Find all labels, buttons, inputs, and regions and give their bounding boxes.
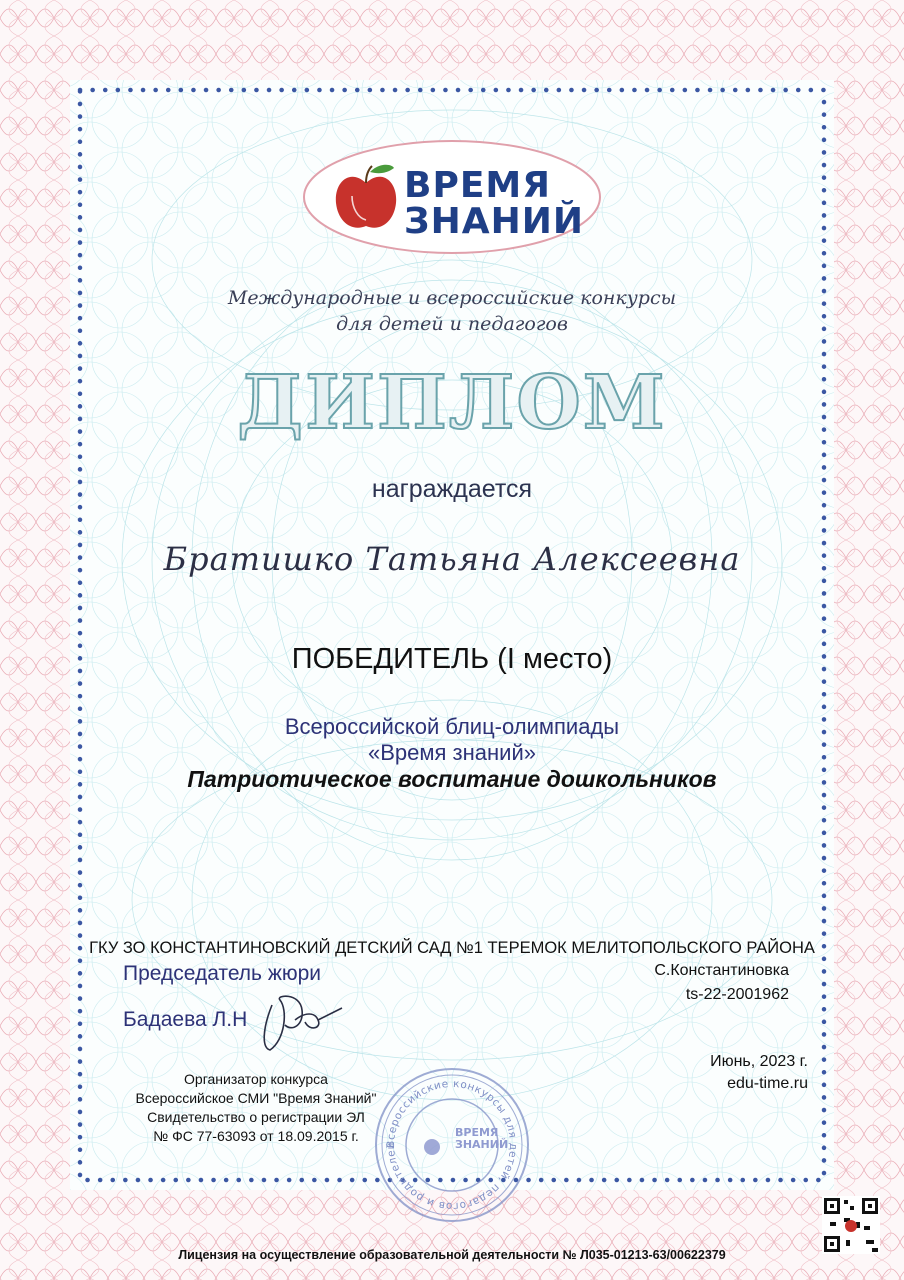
organizer-line-1: Организатор конкурса [184, 1071, 328, 1087]
organizer-line-3: Свидетельство о регистрации ЭЛ [147, 1109, 365, 1125]
license-text: Лицензия на осуществление образовательной деятельности № Л035-01213-63/00622379 [178, 1248, 726, 1262]
subtitle [0, 285, 904, 337]
recipient-name: Братишко Татьяна Алексеевна [163, 540, 741, 578]
organization-name: ГКУ ЗО КОНСТАНТИНОВСКИЙ ДЕТСКИЙ САД №1 ТЕРЕМОК МЕЛИТОПОЛЬСКОГО РАЙОНА [89, 939, 815, 957]
organizer-info [96, 1070, 416, 1146]
logo-text [404, 165, 584, 242]
location: С.Константиновка [654, 962, 789, 979]
issue-date: Июнь, 2023 г. [710, 1053, 808, 1070]
stamp-ring-text: Всероссийские конкурсы для детей, педагогов и родителей [384, 1077, 520, 1213]
website-link[interactable]: edu-time.ru [727, 1075, 808, 1092]
competition-topic: Патриотическое воспитание дошкольников [187, 766, 717, 792]
document-title: ДИПЛОМ [237, 360, 667, 446]
competition-line-1: Всероссийской блиц-олимпиады [284, 714, 620, 739]
subtitle-line-2: для детей и педагогов [336, 313, 568, 335]
organizer-line-4: № ФС 77-63093 от 18.09.2015 г. [153, 1128, 359, 1144]
logo-line-2: ЗНАНИЙ [404, 201, 584, 242]
awarded-label: награждается [371, 475, 533, 503]
document-number: ts-22-2001962 [685, 986, 789, 1003]
organizer-line-2: Всероссийское СМИ "Время Знаний" [135, 1090, 377, 1106]
competition-line-2: «Время знаний» [368, 740, 536, 765]
place-award: ПОБЕДИТЕЛЬ (I место) [291, 643, 613, 675]
stamp-line-2: ЗНАНИЙ [455, 1138, 509, 1151]
stamp-logo-text [455, 1127, 508, 1151]
stamp-line-1: ВРЕМЯ [455, 1126, 499, 1139]
jury-title: Председатель жюри [123, 962, 322, 985]
logo-line-1: ВРЕМЯ [404, 165, 551, 206]
competition-block [0, 714, 904, 793]
subtitle-line-1: Международные и всероссийские конкурсы [227, 287, 677, 309]
jury-name: Бадаева Л.Н [123, 1008, 248, 1031]
